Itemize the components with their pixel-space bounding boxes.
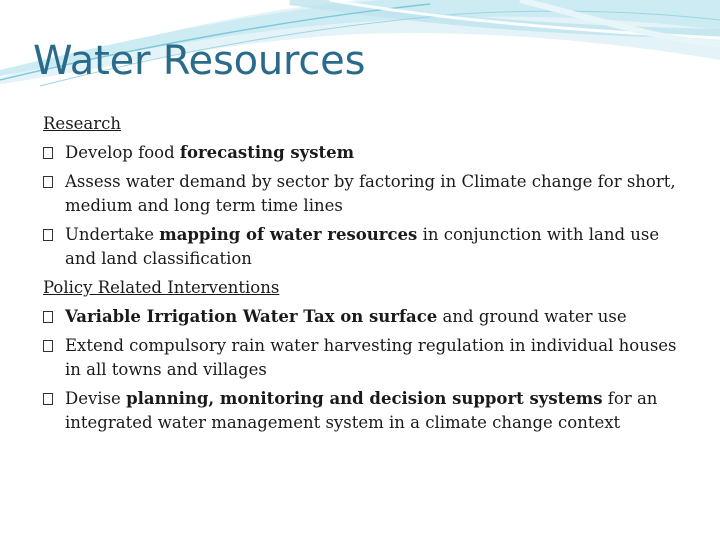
bullet-text: Devise	[65, 389, 127, 408]
bullet-text: Develop food	[65, 143, 180, 162]
bullet-text: Extend compulsory rain water harvesting regulation in individual houses in all towns and villages	[65, 336, 677, 379]
checkbox-bullet-icon	[43, 147, 53, 159]
checkbox-bullet-icon	[43, 311, 53, 323]
bullet-item	[43, 141, 693, 165]
bullet-item	[43, 170, 693, 218]
bullet-item	[43, 387, 693, 435]
bullet-text: Assess water demand by sector by factoring in Climate change for short, medium and long term time lines	[65, 172, 676, 215]
checkbox-bullet-icon	[43, 176, 53, 188]
bullet-item	[43, 223, 693, 271]
slide-body	[43, 112, 693, 440]
section-heading-research: Research	[43, 114, 122, 133]
bullet-emphasis: mapping of water resources	[159, 225, 418, 244]
bullet-text: for an integrated water management system in a climate change context	[65, 389, 658, 432]
checkbox-bullet-icon	[43, 340, 53, 352]
bullet-item	[43, 334, 693, 382]
bullet-text: and ground water use	[437, 307, 627, 326]
bullet-emphasis: Variable Irrigation Water Tax on surface	[65, 307, 438, 326]
slide-title: Water Resources	[33, 38, 366, 84]
checkbox-bullet-icon	[43, 229, 53, 241]
bullet-text: Undertake	[65, 225, 160, 244]
bullet-emphasis: forecasting system	[179, 143, 355, 162]
bullet-text: in conjunction with land use and land classification	[65, 225, 660, 268]
bullet-item	[43, 305, 693, 329]
checkbox-bullet-icon	[43, 393, 53, 405]
section-heading-policy: Policy Related Interventions	[43, 278, 280, 297]
bullet-emphasis: planning, monitoring and decision support systems	[126, 389, 603, 408]
